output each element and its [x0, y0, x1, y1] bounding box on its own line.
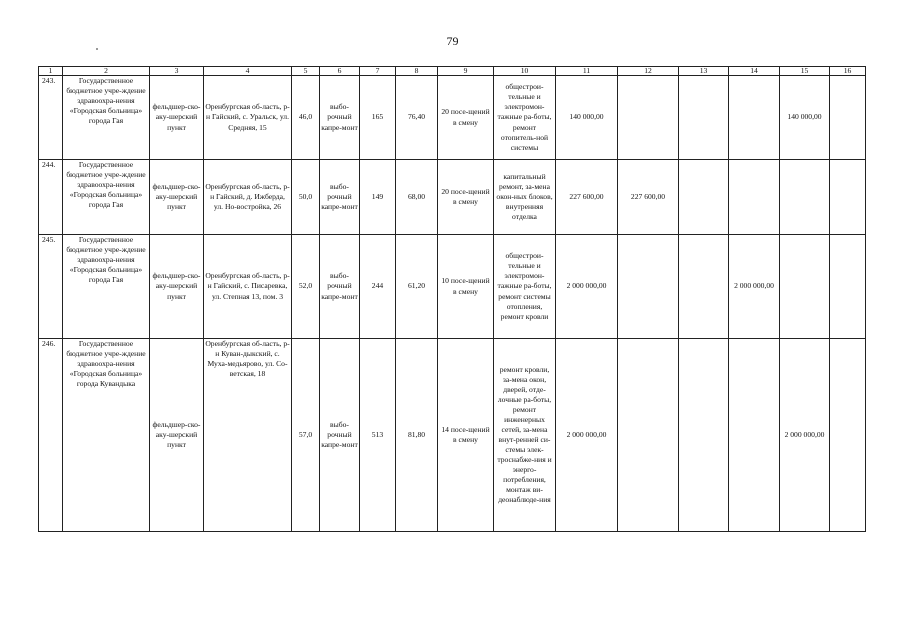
total-cost-cell: 2 000 000,00 — [556, 235, 618, 339]
page-number: 79 — [446, 34, 459, 48]
col16-cell — [830, 235, 866, 339]
col13-cell — [679, 160, 729, 235]
col-number: 3 — [150, 67, 204, 76]
col13-cell — [679, 339, 729, 532]
facility-type-cell: фельдшер-ско-аку-шерский пункт — [150, 76, 204, 160]
col16-cell — [830, 339, 866, 532]
col-number: 1 — [39, 67, 63, 76]
col16-cell — [830, 160, 866, 235]
col-number: 12 — [618, 67, 679, 76]
row-number: 246. — [39, 339, 63, 532]
table-row — [39, 160, 866, 235]
facility-type-cell: фельдшер-ско-аку-шерский пункт — [150, 235, 204, 339]
works-cell: общестрои-тельные и электромон-тажные ра-боты, ремонт системы отопления, ремонт кровли — [494, 235, 556, 339]
table-row — [39, 339, 866, 532]
col-number: 5 — [292, 67, 320, 76]
col-number: 13 — [679, 67, 729, 76]
institution-cell: Государственное бюджетное учре-ждение здравоохра-нения «Городская больница» города Кувандыка — [63, 339, 150, 532]
facility-type-cell: фельдшер-ско-аку-шерский пункт — [150, 160, 204, 235]
col12-cell — [618, 235, 679, 339]
col7-cell: 513 — [360, 339, 396, 532]
capacity-cell: 10 посе-щений в смену — [438, 235, 494, 339]
col14-cell: 2 000 000,00 — [729, 235, 780, 339]
col16-cell — [830, 76, 866, 160]
capacity-cell: 14 посе-щений в смену — [438, 339, 494, 532]
col13-cell — [679, 235, 729, 339]
repair-kind-cell: выбо-рочный капре-монт — [320, 339, 360, 532]
table-row — [39, 76, 866, 160]
works-cell: капитальный ремонт, за-мена окон-ных блоков, внутренняя отделка — [494, 160, 556, 235]
col15-cell — [780, 160, 830, 235]
col-number: 16 — [830, 67, 866, 76]
col15-cell — [780, 235, 830, 339]
address-cell: Оренбургская об-ласть, р-н Гайский, с. Уральск, ул. Средняя, 15 — [204, 76, 292, 160]
col7-cell: 165 — [360, 76, 396, 160]
capacity-cell: 20 посе-щений в смену — [438, 76, 494, 160]
col14-cell — [729, 76, 780, 160]
col8-cell: 61,20 — [396, 235, 438, 339]
col13-cell — [679, 76, 729, 160]
col-number: 6 — [320, 67, 360, 76]
area-cell: 57,0 — [292, 339, 320, 532]
repair-kind-cell: выбо-рочный капре-монт — [320, 160, 360, 235]
address-cell: Оренбургская об-ласть, р-н Гайский, с. Писаревка, ул. Степная 13, пом. 3 — [204, 235, 292, 339]
works-cell: общестрои-тельные и электромон-тажные ра-боты, ремонт отопитель-ной системы — [494, 76, 556, 160]
col8-cell: 81,80 — [396, 339, 438, 532]
col15-cell: 2 000 000,00 — [780, 339, 830, 532]
capacity-cell: 20 посе-щений в смену — [438, 160, 494, 235]
col-number: 10 — [494, 67, 556, 76]
col14-cell — [729, 339, 780, 532]
col-number: 11 — [556, 67, 618, 76]
area-cell: 52,0 — [292, 235, 320, 339]
total-cost-cell: 2 000 000,00 — [556, 339, 618, 532]
col8-cell: 76,40 — [396, 76, 438, 160]
scan-speck — [96, 48, 98, 50]
area-cell: 46,0 — [292, 76, 320, 160]
institution-cell: Государственное бюджетное учре-ждение здравоохра-нения «Городская больница» города Гая — [63, 76, 150, 160]
area-cell: 50,0 — [292, 160, 320, 235]
institution-cell: Государственное бюджетное учре-ждение здравоохра-нения «Городская больница» города Гая — [63, 235, 150, 339]
col-number: 4 — [204, 67, 292, 76]
col12-cell — [618, 76, 679, 160]
col-number: 15 — [780, 67, 830, 76]
repair-program-table — [38, 66, 866, 532]
column-number-row — [39, 67, 866, 76]
col-number: 8 — [396, 67, 438, 76]
col12-cell: 227 600,00 — [618, 160, 679, 235]
institution-cell: Государственное бюджетное учре-ждение здравоохра-нения «Городская больница» города Гая — [63, 160, 150, 235]
col15-cell: 140 000,00 — [780, 76, 830, 160]
facility-type-cell: фельдшер-ско-аку-шерский пункт — [150, 339, 204, 532]
col-number: 9 — [438, 67, 494, 76]
col-number: 2 — [63, 67, 150, 76]
col-number: 7 — [360, 67, 396, 76]
works-cell: ремонт кровли, за-мена окон, дверей, отде-лочные ра-боты, ремонт инженерных сетей, за-мена внут-ренней си-стемы элек-троснабже-ния и энерго-потребления, монтаж ви-деонаблюде-ния — [494, 339, 556, 532]
row-number: 244. — [39, 160, 63, 235]
address-cell: Оренбургская об-ласть, р-н Куван-дыкский, с. Муха-медьярово, ул. Со-ветская, 18 — [204, 339, 292, 532]
total-cost-cell: 227 600,00 — [556, 160, 618, 235]
col7-cell: 149 — [360, 160, 396, 235]
col14-cell — [729, 160, 780, 235]
col12-cell — [618, 339, 679, 532]
col7-cell: 244 — [360, 235, 396, 339]
row-number: 245. — [39, 235, 63, 339]
row-number: 243. — [39, 76, 63, 160]
total-cost-cell: 140 000,00 — [556, 76, 618, 160]
col-number: 14 — [729, 67, 780, 76]
repair-kind-cell: выбо-рочный капре-монт — [320, 76, 360, 160]
address-cell: Оренбургская об-ласть, р-н Гайский, д. Ижберда, ул. Но-востройка, 26 — [204, 160, 292, 235]
table-row — [39, 235, 866, 339]
col8-cell: 68,00 — [396, 160, 438, 235]
repair-kind-cell: выбо-рочный капре-монт — [320, 235, 360, 339]
